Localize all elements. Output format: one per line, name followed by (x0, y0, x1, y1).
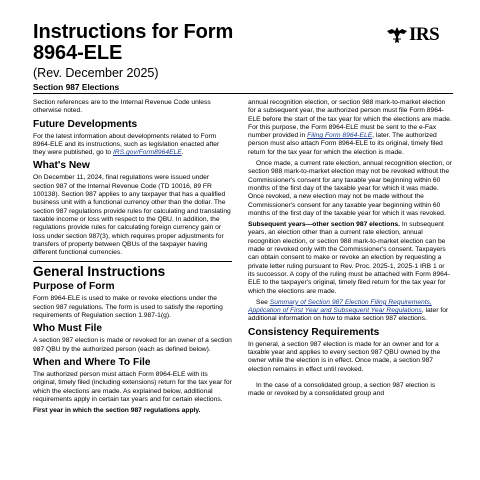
right-paragraph-6: In the case of a consolidated group, a section 987 election is made or revoked by a consolidated group and (248, 381, 436, 398)
right-paragraph-3: Subsequent years—other section 987 elections. In subsequent years, an election other than a current rate election, annual recognition election, or section 988 mark-to-market election can be made or revoked only with the Commissioner's consent. Taxpayers can obtain consent to make or revoke an election by requesting a private letter ruling pursuant to Rev. Proc. 2025-1, 2025-1 IRB 1 or its successor. A copy of the ruling must be attached with Form 8964-ELE to the taxpayer's original, timely filed return for the tax year for which the elections are made. (248, 221, 450, 295)
revision-date: (Rev. December 2025) (33, 66, 159, 80)
who-must-file-text: A section 987 election is made or revoked for an owner of a section 987 QBU by the authorized person (each as defined below). (33, 337, 232, 353)
when-where-text: The authorized person must attach Form 8964-ELE with its original, timely filed (including extensions) return for the tax year for which the elections are made. As explained below, additional requirements apply in certain tax years and for certain elections. (33, 370, 232, 403)
general-instructions-heading: General Instructions (33, 261, 232, 279)
subsequent-years-lead: Subsequent years—other section 987 elections. (248, 221, 401, 229)
future-developments-heading: Future Developments (33, 118, 138, 130)
logo-text: IRS (409, 24, 440, 45)
future-developments-text: For the latest information about developments related to Form 8964-ELE and its instructions, such as legislation enacted after they were published, go to IRS.gov/Form8964ELE. (33, 132, 220, 157)
when-where-heading: When and Where To File (33, 356, 151, 368)
eagle-icon (386, 25, 408, 45)
title-line-2: 8964-ELE (33, 42, 123, 64)
right-paragraph-5: In general, a section 987 election is made for an owner and for a taxable year and applies to every section 987 QBU owned by the owner while the election is in effect. Once made, a section 987 election remains in effect until revoked. (248, 340, 441, 373)
who-must-file-heading: Who Must File (33, 323, 103, 335)
title-line-1: Instructions for Form (33, 21, 234, 43)
intro-text: Section references are to the Internal Revenue Code unless otherwise noted. (33, 99, 211, 115)
purpose-text: Form 8964-ELE is used to make or revoke elections under the section 987 regulations. The form is used to satisfy the reporting requirements of Regulation section 1.987-1(g). (33, 295, 223, 320)
header-divider (33, 93, 453, 94)
first-year-lead: First year in which the section 987 regulations apply. (33, 407, 201, 415)
whats-new-text: On December 11, 2024, final regulations were issued under section 987 of the Internal Revenue Code (TD 10016, 89 FR 100138). Section 987 applies to any taxpayer that has a qualified business unit with a functional currency other than the dollar. The section 987 regulations provide rules for calculating and translating taxable income or loss with respect to the QBU. In addition, the regulations provide rules for calculating foreign currency gain or loss under section 987(3), which requires proper adjustments for transfers of property between QBUs of the taxpayer having different functional currencies. (33, 174, 231, 257)
consistency-heading: Consistency Requirements (248, 326, 380, 338)
right-paragraph-4: See Summary of Section 987 Election Filing Requirements, Application of First Year and Subsequent Year Regulations, later for additional information on how to make section 987 elections. (248, 298, 449, 323)
document-title (33, 22, 233, 64)
whats-new-heading: What's New (33, 160, 90, 172)
left-column (33, 99, 232, 418)
right-paragraph-1: annual recognition election, or section 988 mark-to-market election for a subsequent year, the authorized person must file Form 8964-ELE before the start of the tax year for which the elections are made. For this purpose, the Form 8964-ELE must be sent to the e-Fax number provided in Filing Form 8964-ELE, later. The authorized person must also attach Form 8964-ELE to its original, timely filed return for the tax year for which the election is made. (248, 99, 452, 156)
irs-logo (386, 24, 446, 46)
form-link[interactable]: IRS.gov/Form8964ELE (112, 149, 182, 157)
filing-form-link[interactable]: Filing Form 8964-ELE (307, 132, 373, 140)
right-column (248, 99, 453, 402)
right-paragraph-2: Once made, a current rate election, annual recognition election, or section 988 mark-to-market election may not be revoked without the Commissioner's consent for any taxable year beginning within 60 months of the first day of the taxable year for which it was made. Once revoked, a new election may not be made without the Commissioner's consent for any taxable year beginning within 60 months of the first day of the taxable year for which it was revoked. (248, 160, 452, 217)
purpose-heading: Purpose of Form (33, 281, 115, 293)
document-subtitle: Section 987 Elections (33, 82, 120, 92)
summary-link[interactable]: Summary of Section 987 Election Filing Requirements, Application of First Year and Subsequent Year Regulations (248, 298, 432, 315)
